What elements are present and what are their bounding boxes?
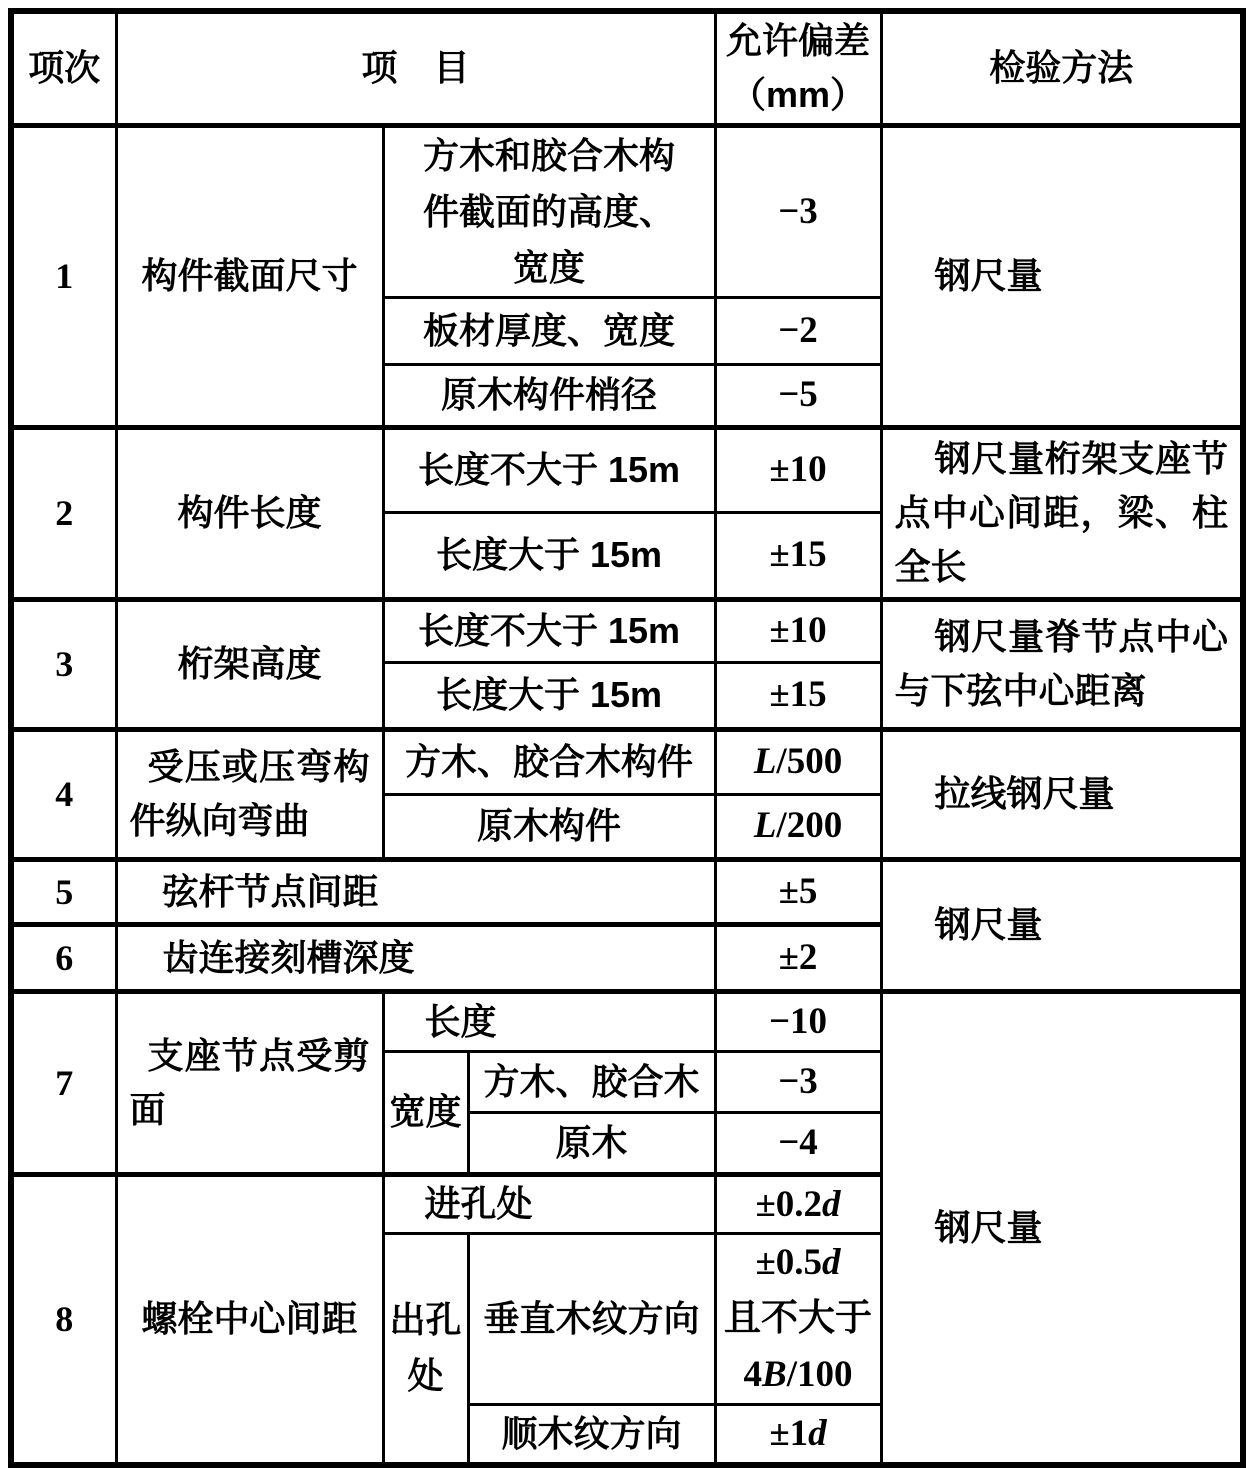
row8-dev-along-grain — [715, 1405, 881, 1465]
row8-no: 8 — [11, 1174, 116, 1465]
row8-exit-hole-label: 出孔处 — [383, 1234, 468, 1465]
row5-name: 弦杆节点间距 — [116, 859, 715, 924]
row8-item-entry-hole: 进孔处 — [383, 1174, 715, 1234]
row7-item-length: 长度 — [383, 991, 715, 1051]
row8-dev-perp-line2: 且不大于 — [724, 1298, 873, 1339]
header-tolerance — [715, 11, 881, 125]
row-3a — [11, 599, 1243, 662]
row8-dev-perp-line1-variable: d — [822, 1242, 841, 1283]
row1-dev-a: −3 — [715, 125, 881, 297]
row4-method: 拉线钢尺量 — [881, 729, 1243, 859]
row7-no: 7 — [11, 991, 116, 1174]
row7-dev-sawn-glulam: −3 — [715, 1051, 881, 1112]
row8-dev-entry-value: ±0.2 — [755, 1183, 823, 1225]
row1-no: 1 — [11, 125, 116, 427]
table-header-row — [11, 11, 1243, 125]
row3-dev-b: ±15 — [715, 662, 881, 729]
row8-dev-perp-line1 — [717, 1235, 880, 1291]
row2-item-a: 长度不大于 15m — [383, 427, 715, 512]
row2-method: 钢尺量桁架支座节点中心间距，梁、柱全长 — [881, 427, 1243, 599]
row4-dev-a-value: /500 — [776, 741, 843, 783]
row8-dev-perp-line3 — [717, 1347, 880, 1403]
row3-dev-a: ±10 — [715, 599, 881, 662]
header-item: 项 目 — [116, 11, 715, 125]
tolerance-spec-table — [8, 8, 1246, 1468]
row5-6-method: 钢尺量 — [881, 859, 1243, 991]
row8-dev-entry-variable: d — [822, 1183, 841, 1225]
header-item-no: 项次 — [11, 11, 116, 125]
row2-name: 构件长度 — [116, 427, 383, 599]
row-5 — [11, 859, 1243, 924]
row5-no: 5 — [11, 859, 116, 924]
row6-name: 齿连接刻槽深度 — [116, 924, 715, 991]
row8-dev-perp-line3-value: 4 — [743, 1354, 763, 1395]
row8-dev-perp-line3-rest: /100 — [786, 1354, 853, 1395]
row1-item-a: 方木和胶合木构件截面的高度、宽度 — [383, 125, 715, 297]
row7-item-sawn-glulam: 方木、胶合木 — [468, 1051, 715, 1112]
row2-no: 2 — [11, 427, 116, 599]
row2-dev-b: ±15 — [715, 512, 881, 599]
row4-item-b: 原木构件 — [383, 794, 715, 859]
row8-item-along-grain: 顺木纹方向 — [468, 1405, 715, 1465]
row4-dev-b-variable: L — [753, 805, 777, 847]
row6-dev: ±2 — [715, 924, 881, 991]
row4-dev-a — [715, 729, 881, 794]
row8-item-perpendicular-grain: 垂直木纹方向 — [468, 1234, 715, 1405]
header-tolerance-line2: （mm） — [730, 74, 867, 116]
row1-name: 构件截面尺寸 — [116, 125, 383, 427]
row7-8-method: 钢尺量 — [881, 991, 1243, 1465]
row2-dev-a: ±10 — [715, 427, 881, 512]
row4-dev-b — [715, 794, 881, 859]
row4-dev-b-value: /200 — [776, 805, 843, 847]
row7-item-log: 原木 — [468, 1112, 715, 1174]
row7-name: 支座节点受剪面 — [116, 991, 383, 1174]
row6-no: 6 — [11, 924, 116, 991]
row-4a — [11, 729, 1243, 794]
row3-item-b: 长度大于 15m — [383, 662, 715, 729]
row-7a — [11, 991, 1243, 1051]
row8-dev-perp-line3-variable: B — [762, 1354, 787, 1395]
row8-dev-along-variable: d — [808, 1413, 827, 1454]
row7-dev-length: −10 — [715, 991, 881, 1051]
row7-dev-log: −4 — [715, 1112, 881, 1174]
row-2a — [11, 427, 1243, 512]
row4-dev-a-variable: L — [753, 741, 777, 783]
row5-dev: ±5 — [715, 859, 881, 924]
row4-item-a: 方木、胶合木构件 — [383, 729, 715, 794]
row7-width-label: 宽度 — [383, 1051, 468, 1174]
row-1a — [11, 125, 1243, 297]
row4-name: 受压或压弯构件纵向弯曲 — [116, 729, 383, 859]
row1-method: 钢尺量 — [881, 125, 1243, 427]
row3-name: 桁架高度 — [116, 599, 383, 729]
header-tolerance-line1: 允许偏差 — [726, 20, 871, 62]
row8-name: 螺栓中心间距 — [116, 1174, 383, 1465]
row1-dev-b: −2 — [715, 297, 881, 364]
header-method: 检验方法 — [881, 11, 1243, 125]
row8-dev-perp-line1-value: ±0.5 — [755, 1242, 823, 1283]
row3-method: 钢尺量脊节点中心与下弦中心距离 — [881, 599, 1243, 729]
row1-item-c: 原木构件梢径 — [383, 364, 715, 427]
row1-dev-c: −5 — [715, 364, 881, 427]
row2-item-b: 长度大于 15m — [383, 512, 715, 599]
row3-no: 3 — [11, 599, 116, 729]
row3-item-a: 长度不大于 15m — [383, 599, 715, 662]
row8-dev-perpendicular-grain — [715, 1234, 881, 1405]
row8-dev-entry-hole — [715, 1174, 881, 1234]
row4-no: 4 — [11, 729, 116, 859]
row8-dev-along-value: ±1 — [769, 1413, 809, 1454]
row1-item-b: 板材厚度、宽度 — [383, 297, 715, 364]
